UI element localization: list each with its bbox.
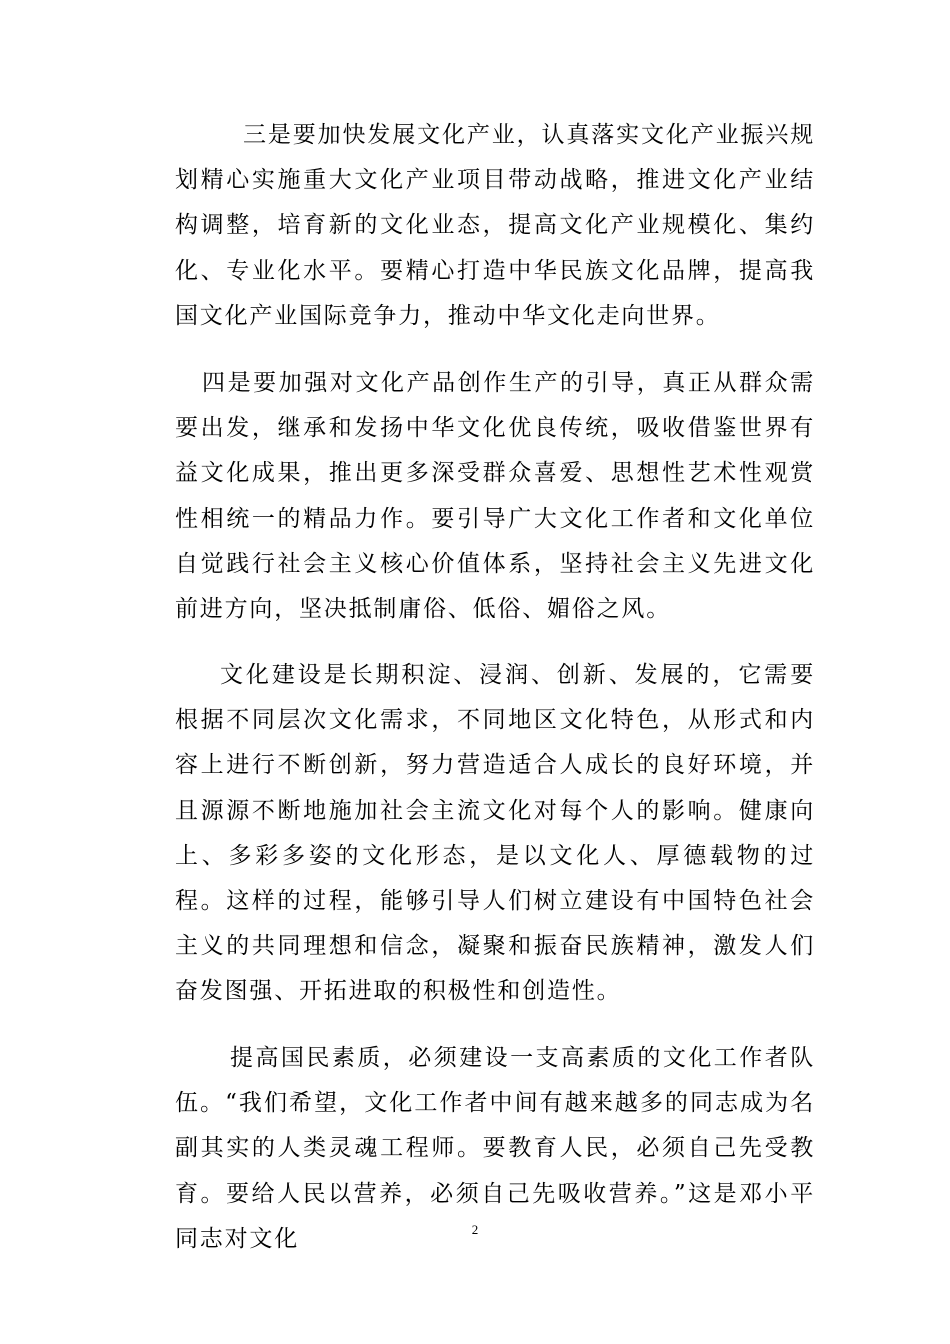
paragraph-cultural-construction: 文化建设是长期积淀、浸润、创新、发展的，它需要根据不同层次文化需求，不同地区文化特色，从形式和内容上进行不断创新，努力营造适合人成长的良好环境，并且源源不断地施加社会主流文化对每个人的影响。健康向上、多彩多姿的文化形态，是以文化人、厚德载物的过程。这样的过程，能够引导人们树立建设有中国特色社会主义的共同理想和信念，凝聚和振奋民族精神，激发人们奋发图强、开拓进取的积极性和创造性。: [175, 662, 815, 1005]
paragraph-national-quality: 提高国民素质，必须建设一支高素质的文化工作者队伍。“我们希望，文化工作者中间有越来越多的同志成为名副其实的人类灵魂工程师。要教育人民，必须自己先受教育。要给人民以营养，必须自己先吸收营养。”这是邓小平同志对文化: [175, 1045, 815, 1252]
paragraph-cultural-products: 四是要加强对文化产品创作生产的引导，真正从群众需要出发，继承和发扬中华文化优良传统，吸收借鉴世界有益文化成果，推出更多深受群众喜爱、思想性艺术性观赏性相统一的精品力作。要引导广大文化工作者和文化单位自觉践行社会主义核心价值体系，坚持社会主义先进文化前进方向，坚决抵制庸俗、低俗、媚俗之风。: [175, 370, 815, 623]
page-number: 2: [471, 1222, 479, 1237]
paragraph-cultural-industry: 三是要加快发展文化产业，认真落实文化产业振兴规划精心实施重大文化产业项目带动战略，推进文化产业结构调整，培育新的文化业态，提高文化产业规模化、集约化、专业化水平。要精心打造中华民族文化品牌，提高我国文化产业国际竞争力，推动中华文化走向世界。: [175, 122, 815, 329]
